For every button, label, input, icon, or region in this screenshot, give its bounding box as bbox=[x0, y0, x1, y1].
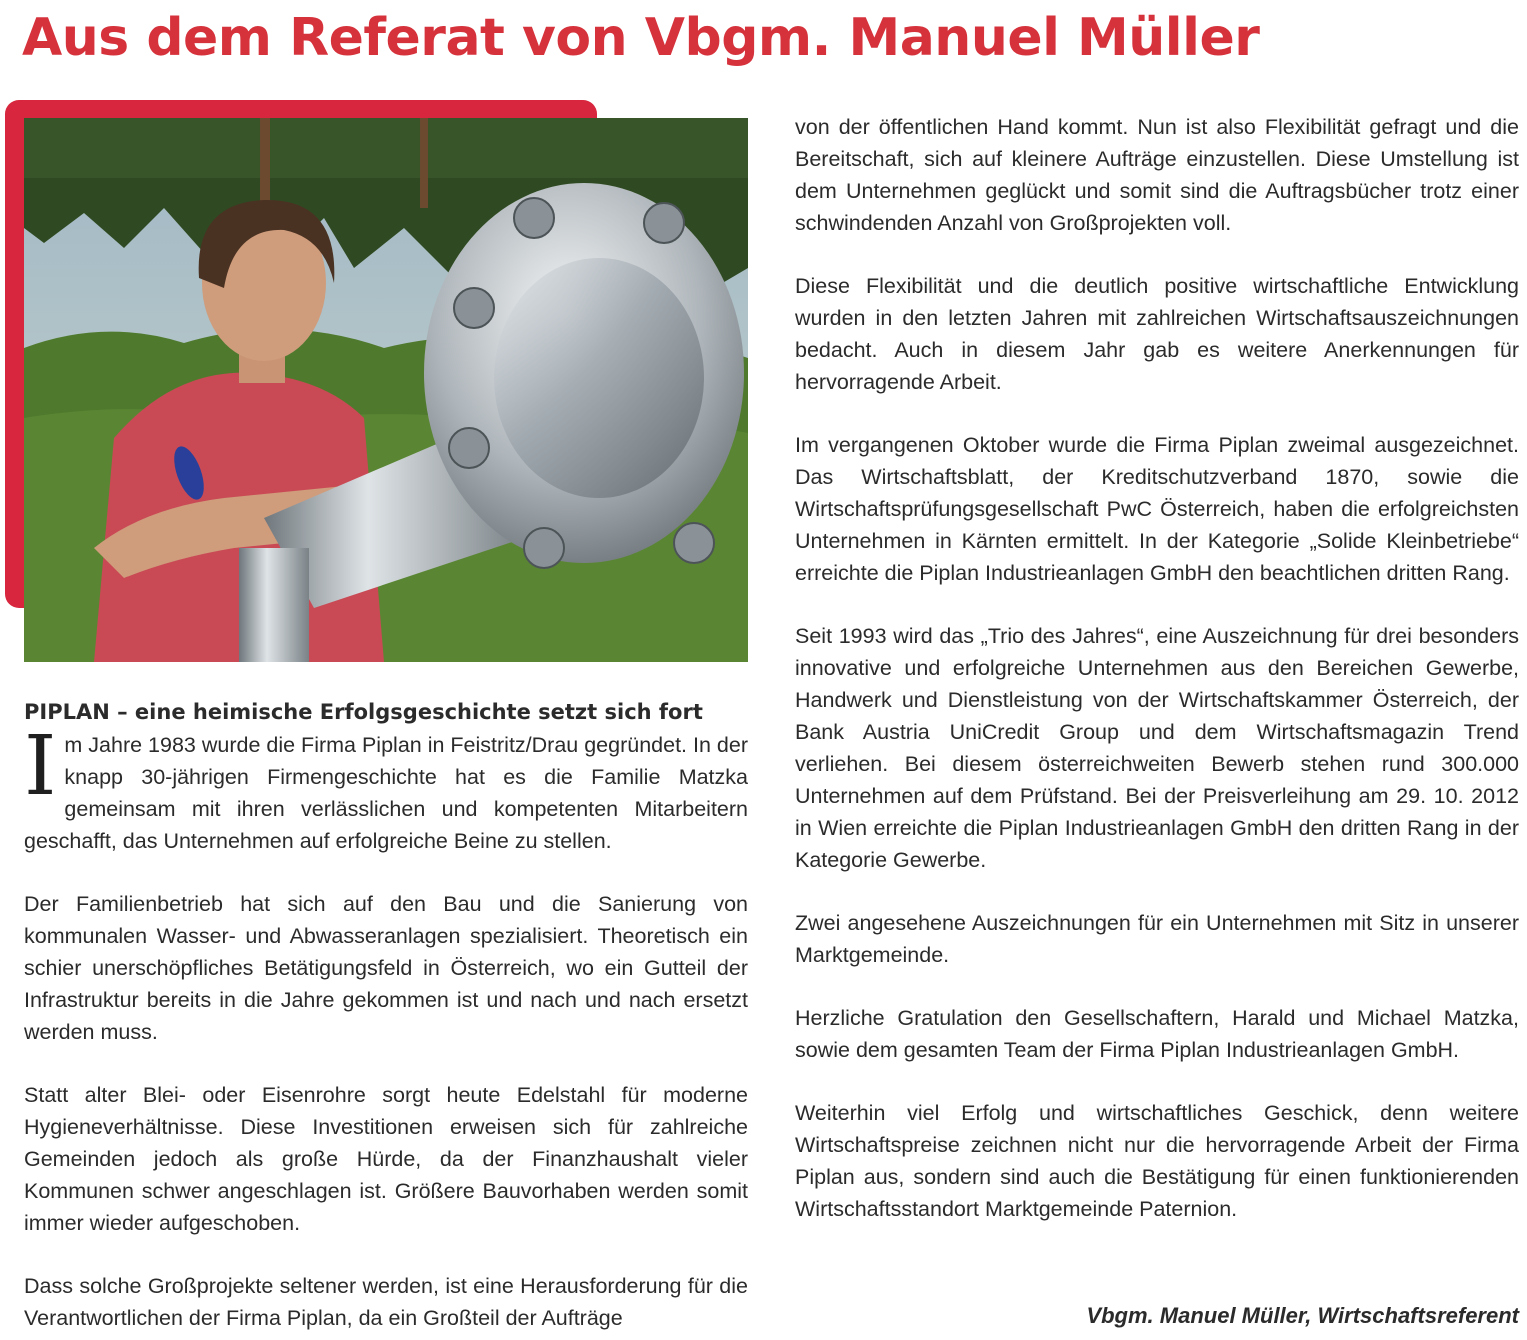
article-paragraph: Diese Flexibilität und die deutlich positive wirtschaftliche Entwicklung wurden in den letzten Jahren mit zahlreichen Wirtschaftsauszeichnungen bedacht. Auch in diesem Jahr gab es weitere Anerkennungen für hervorragende Arbeit. bbox=[795, 274, 1519, 394]
article-intro-paragraph bbox=[24, 719, 748, 857]
article-paragraph: Im vergangenen Oktober wurde die Firma Piplan zweimal ausgezeichnet. Das Wirtschaftsblatt, der Kreditschutzverband 1870, sowie die Wirtschaftsprüfungsgesellschaft PwC Österreich, haben die erfolgreichsten Unternehmen in Kärnten ermittelt. In der Kategorie „Solide Kleinbetriebe“ erreichte die Piplan Industrieanlagen GmbH den beachtlichen dritten Rang. bbox=[795, 433, 1519, 585]
article-subheading: PIPLAN – eine heimische Erfolgsgeschichte setzt sich fort bbox=[24, 700, 703, 724]
article-paragraph: Statt alter Blei- oder Eisenrohre sorgt heute Edelstahl für moderne Hygieneverhältnisse. Diese Investitionen erweisen sich für zahlreiche Gemeinden jedoch als große Hürde, da der Finanzhaushalt vieler Kommunen schwer angeschlagen ist. Größere Bauvorhaben werden somit immer wieder aufgeschoben. bbox=[24, 1083, 748, 1235]
author-signature: Vbgm. Manuel Müller, Wirtschaftsreferent bbox=[1086, 1303, 1519, 1328]
article-paragraph: Weiterhin viel Erfolg und wirtschaftliches Geschick, denn weitere Wirtschaftspreise zeichnen nicht nur die hervorragende Arbeit der Firma Piplan aus, sondern sind auch die Bestätigung für einen funktionierenden Wirtschaftsstandort Marktgemeinde Paternion. bbox=[795, 1101, 1519, 1221]
article-column-left bbox=[24, 697, 748, 1334]
drop-cap: I bbox=[24, 719, 57, 814]
article-paragraph: Der Familienbetrieb hat sich auf den Bau und die Sanierung von kommunalen Wasser- und Abwasseranlagen spezialisiert. Theoretisch ein schier unerschöpfliches Betätigungsfeld in Österreich, wo ein Gutteil der Infrastruktur bereits in die Jahre gekommen ist und nach und nach ersetzt werden muss. bbox=[24, 892, 748, 1044]
page-title: Aus dem Referat von Vbgm. Manuel Müller bbox=[22, 8, 1260, 68]
article-paragraph: von der öffentlichen Hand kommt. Nun ist also Flexibilität gefragt und die Bereitschaft, sich auf kleinere Aufträge einzustellen. Diese Umstellung ist dem Unternehmen geglückt und somit sind die Auftragsbücher trotz einer schwindenden Anzahl von Großprojekten voll. bbox=[795, 115, 1519, 235]
article-paragraph: Seit 1993 wird das „Trio des Jahres“, eine Auszeichnung für drei besonders innovative und erfolgreiche Unternehmen aus den Bereichen Gewerbe, Handwerk und Dienstleistung von der Wirtschaftskammer Österreich, der Bank Austria UniCredit Group und dem Wirtschaftsmagazin Trend verliehen. Bei diesem österreichweiten Bewerb stehen rund 300.000 Unternehmen auf dem Prüfstand. Bei der Preisverleihung am 29. 10. 2012 in Wien erreichte die Piplan Industrieanlagen GmbH den dritten Rang in der Kategorie Gewerbe. bbox=[795, 624, 1519, 872]
article-paragraph: Dass solche Großprojekte seltener werden, ist eine Herausforderung für die Verantwortlichen der Firma Piplan, da ein Großteil der Aufträge bbox=[24, 1274, 748, 1330]
article-paragraph: Herzliche Gratulation den Gesellschaftern, Harald und Michael Matzka, sowie dem gesamten Team der Firma Piplan Industrieanlagen GmbH. bbox=[795, 1006, 1519, 1062]
article-photo bbox=[24, 118, 748, 662]
intro-text: m Jahre 1983 wurde die Firma Piplan in Feistritz/Drau gegründet. In der knapp 30-jährigen Firmengeschichte hat es die Familie Matzka gemeinsam mit ihren verlässlichen und kompetenten Mitarbeitern geschafft, das Unternehmen auf erfolgreiche Beine zu stellen. bbox=[24, 733, 748, 853]
photo-illustration bbox=[24, 118, 748, 662]
article-paragraph: Zwei angesehene Auszeichnungen für ein Unternehmen mit Sitz in unserer Marktgemeinde. bbox=[795, 911, 1519, 967]
article-column-right bbox=[795, 111, 1519, 1225]
